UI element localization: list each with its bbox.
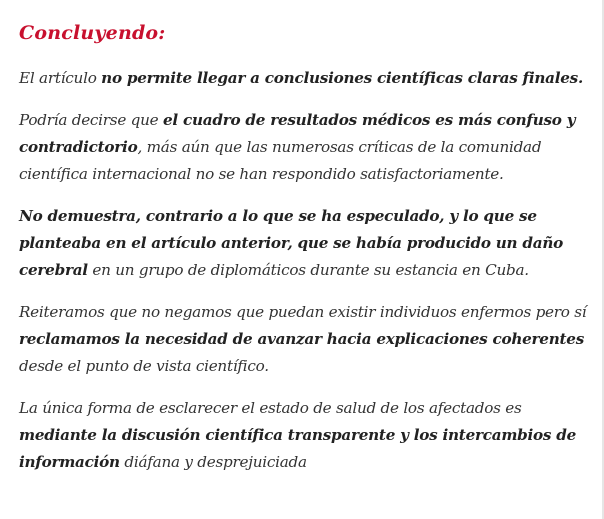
paragraph-3-emphasis: No demuestra, contrario a lo que se ha especulado, y lo que se planteaba en el artículo anterior, que se había producido un daño cerebral [19, 207, 564, 279]
paragraph-5-emphasis: mediante la discusión científica transparente y los intercambios de información [19, 426, 577, 471]
paragraph-1 [19, 65, 592, 92]
paragraph-2-text-end: , más aún que las numerosas críticas de la comunidad científica internacional no se han respondido satisfactoriamente. [19, 138, 542, 183]
paragraph-1-emphasis: no permite llegar a conclusiones científicas claras finales. [101, 69, 583, 87]
paragraph-4-text-end: desde el punto de vista científico. [19, 357, 269, 375]
paragraph-3 [19, 203, 592, 284]
paragraph-4 [19, 299, 592, 380]
paragraph-5-text-end: diáfana y desprejuiciada [119, 453, 307, 471]
paragraph-5 [19, 395, 592, 476]
paragraph-2 [19, 107, 592, 188]
paragraph-2-emphasis: el cuadro de resultados médicos es más confuso y contradictorio [19, 111, 576, 156]
paragraph-1-text: El artículo [19, 69, 102, 87]
paragraph-5-text-start: La única forma de esclarecer el estado de salud de los afectados es [19, 399, 522, 417]
paragraph-2-text-start: Podría decirse que [19, 111, 163, 129]
paragraph-3-text-end: en un grupo de diplomáticos durante su estancia en Cuba. [87, 261, 529, 279]
paragraph-4-emphasis: reclamamos la necesidad de avanzar hacia explicaciones coherentes [19, 330, 584, 348]
section-heading: Concluyendo: [19, 22, 166, 44]
paragraph-4-text-start: Reiteramos que no negamos que puedan existir individuos enfermos pero sí [19, 303, 587, 321]
